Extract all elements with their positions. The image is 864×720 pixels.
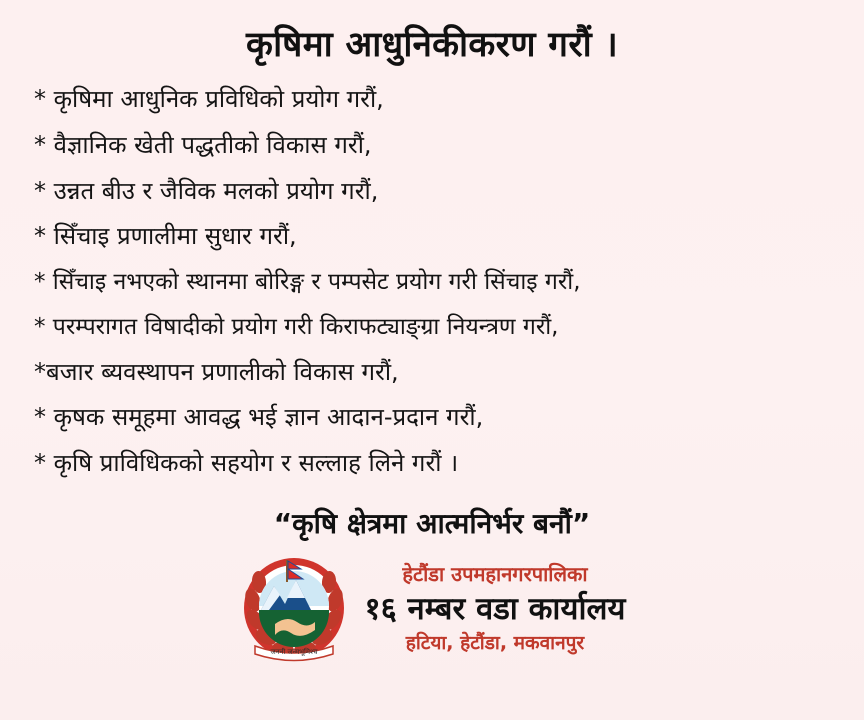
list-item: * सिँचाइ नभएको स्थानमा बोरिङ्ग र पम्पसेट प्रयोग गरी सिंचाइ गरौं,	[34, 269, 581, 296]
list-item: *बजार ब्यवस्थापन प्रणालीको विकास गरौं,	[34, 357, 399, 386]
svg-text:जननी जन्मभूमिश्च: जननी जन्मभूमिश्च	[270, 648, 317, 657]
list-item: * परम्परागत विषादीको प्रयोग गरी किराफट्याङ्ग्रा नियन्त्रण गरौं,	[34, 313, 559, 340]
page-title: कृषिमा आधुनिकीकरण गरौं ।	[245, 25, 619, 65]
list-item: * कृषक समूहमा आवद्ध भई ज्ञान आदान-प्रदान गरौं,	[34, 403, 484, 432]
list-item: * कृषिमा आधुनिक प्रविधिको प्रयोग गरौं,	[34, 84, 384, 113]
nepal-government-emblem-icon	[239, 554, 349, 662]
points-list	[26, 84, 838, 495]
slogan-text: “कृषि क्षेत्रमा आत्मनिर्भर बनौं”	[273, 507, 591, 541]
ward-office-title: १६ नम्बर वडा कार्यालय	[364, 590, 626, 627]
footer-block	[26, 554, 838, 662]
list-item: * वैज्ञानिक खेती पद्धतीको विकास गरौं,	[34, 130, 372, 159]
list-item: * कृषि प्राविधिकको सहयोग र सल्लाह लिने गरौं ।	[34, 449, 459, 478]
municipality-name: हेटौंडा उपमहानगरपालिका	[402, 561, 588, 586]
footer-text-block	[365, 562, 626, 655]
list-item: * सिँचाइ प्रणालीमा सुधार गरौं,	[34, 222, 297, 251]
office-address: हटिया, हेटौंडा, मकवानपुर	[405, 631, 585, 654]
list-item: * उन्नत बीउ र जैविक मलको प्रयोग गरौं,	[34, 176, 379, 205]
